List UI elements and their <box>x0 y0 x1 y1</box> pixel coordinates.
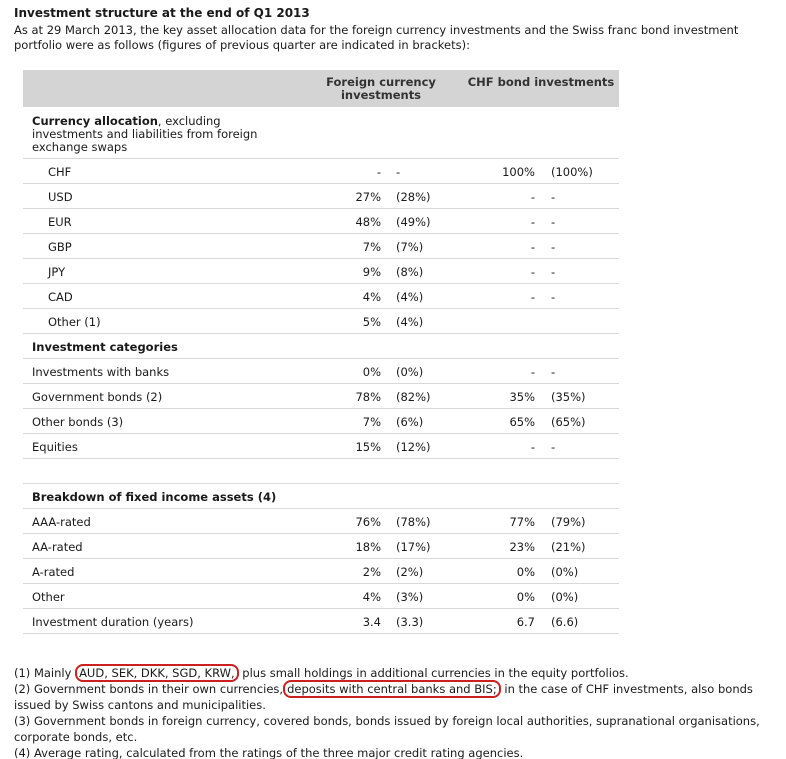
foreign-currency-value: 2% <box>362 565 381 579</box>
foreign-currency-value: 5% <box>362 315 381 329</box>
footnote-4: (4) Average rating, calculated from the ratings of the three major credit rating agencies. <box>14 746 524 759</box>
table-row <box>23 559 619 584</box>
foreign-currency-value: 3.4 <box>362 615 381 629</box>
foreign-currency-previous: (49%) <box>396 215 431 229</box>
footnote-1: (1) Mainly AUD, SEK, DKK, SGD, KRW, plus small holdings in additional currencies in the equity portfolios. <box>14 666 629 680</box>
chf-value: 65% <box>509 415 535 429</box>
foreign-currency-previous: (82%) <box>396 390 431 404</box>
foreign-currency-value: 4% <box>362 590 381 604</box>
chf-previous: (6.6) <box>551 615 579 629</box>
foreign-currency-value: 78% <box>355 390 381 404</box>
table-row <box>23 409 619 434</box>
foreign-currency-previous: - <box>396 165 401 179</box>
table-row <box>23 384 619 409</box>
table-row <box>23 584 619 609</box>
table-row <box>23 184 619 209</box>
chf-previous: - <box>551 440 556 454</box>
chf-previous: - <box>551 265 556 279</box>
chf-value: - <box>530 265 535 279</box>
foreign-currency-previous: (78%) <box>396 515 431 529</box>
currency-allocation-heading <box>23 107 619 159</box>
row-label: USD <box>48 190 73 204</box>
chf-value: 0% <box>516 565 535 579</box>
table-row <box>23 209 619 234</box>
foreign-currency-value: 9% <box>362 265 381 279</box>
column-header-chf-bonds: CHF bond investments <box>467 75 615 89</box>
chf-value: 6.7 <box>516 615 535 629</box>
foreign-currency-value: 0% <box>362 365 381 379</box>
chf-previous: (100%) <box>551 165 593 179</box>
footnote-3: (3) Government bonds in foreign currency, covered bonds, bonds issued by foreign local authorities, supranational organisations, corporate bonds, etc. <box>14 714 760 744</box>
foreign-currency-previous: (4%) <box>396 290 424 304</box>
allocation-table <box>23 70 619 634</box>
row-label: Other <box>32 590 65 604</box>
page-title: Investment structure at the end of Q1 2013 <box>14 6 310 20</box>
chf-value: 35% <box>509 390 535 404</box>
chf-value: - <box>530 365 535 379</box>
foreign-currency-previous: (6%) <box>396 415 424 429</box>
table-row <box>23 159 619 184</box>
table-header <box>23 70 619 107</box>
table-row <box>23 509 619 534</box>
foreign-currency-value: - <box>376 165 381 179</box>
row-label: CHF <box>48 165 72 179</box>
foreign-currency-previous: (3.3) <box>396 615 424 629</box>
table-row <box>23 234 619 259</box>
foreign-currency-previous: (2%) <box>396 565 424 579</box>
foreign-currency-value: 15% <box>355 440 381 454</box>
row-label: Equities <box>32 440 78 454</box>
foreign-currency-value: 27% <box>355 190 381 204</box>
intro-paragraph: As at 29 March 2013, the key asset allocation data for the foreign currency investments and the Swiss franc bond investment portfolio were as follows (figures of previous quarter are indicated in brackets): <box>14 23 739 52</box>
row-label: Other bonds (3) <box>32 415 124 429</box>
table-row <box>23 534 619 559</box>
row-label: AAA-rated <box>32 515 91 529</box>
chf-previous: (79%) <box>551 515 586 529</box>
foreign-currency-previous: (7%) <box>396 240 424 254</box>
chf-previous: - <box>551 190 556 204</box>
chf-value: 77% <box>509 515 535 529</box>
spacer-row <box>23 459 619 484</box>
footnotes <box>14 665 784 759</box>
foreign-currency-previous: (17%) <box>396 540 431 554</box>
row-label: EUR <box>48 215 72 229</box>
row-label: A-rated <box>32 565 75 579</box>
chf-previous: (65%) <box>551 415 586 429</box>
foreign-currency-value: 18% <box>355 540 381 554</box>
chf-value: - <box>530 190 535 204</box>
foreign-currency-previous: (0%) <box>396 365 424 379</box>
chf-previous: - <box>551 365 556 379</box>
currency-allocation-note: , excluding investments and liabilities from foreign exchange swaps <box>32 114 258 154</box>
row-label: Investments with banks <box>32 365 170 379</box>
foreign-currency-value: 4% <box>362 290 381 304</box>
row-label: Other (1) <box>48 315 101 329</box>
table-row <box>23 434 619 459</box>
row-label: GBP <box>48 240 72 254</box>
foreign-currency-previous: (3%) <box>396 590 424 604</box>
row-label: JPY <box>48 265 66 279</box>
chf-previous: - <box>551 215 556 229</box>
row-label: Government bonds (2) <box>32 390 163 404</box>
foreign-currency-previous: (8%) <box>396 265 424 279</box>
footnote-2: (2) Government bonds in their own currencies, deposits with central banks and BIS; in the case of CHF investments, also bonds issued by Swiss cantons and municipalities. <box>14 682 753 712</box>
foreign-currency-value: 7% <box>362 240 381 254</box>
chf-previous: (21%) <box>551 540 586 554</box>
table-row <box>23 359 619 384</box>
chf-value: - <box>530 440 535 454</box>
chf-value: 23% <box>509 540 535 554</box>
chf-previous: - <box>551 290 556 304</box>
column-header-foreign-currency: Foreign currency investments <box>326 75 436 102</box>
highlight-deposits: deposits with central banks and BIS; <box>283 680 501 698</box>
breakdown-heading: Breakdown of fixed income assets (4) <box>23 484 619 509</box>
foreign-currency-previous: (28%) <box>396 190 431 204</box>
foreign-currency-value: 76% <box>355 515 381 529</box>
highlight-currencies: AUD, SEK, DKK, SGD, KRW, <box>75 664 239 682</box>
currency-allocation-title: Currency allocation <box>32 114 158 128</box>
chf-value: - <box>530 215 535 229</box>
chf-previous: (35%) <box>551 390 586 404</box>
chf-previous: - <box>551 240 556 254</box>
table-row <box>23 259 619 284</box>
investment-categories-heading: Investment categories <box>23 334 619 359</box>
chf-value: - <box>530 240 535 254</box>
foreign-currency-value: 48% <box>355 215 381 229</box>
chf-value: - <box>530 290 535 304</box>
foreign-currency-previous: (4%) <box>396 315 424 329</box>
chf-previous: (0%) <box>551 590 579 604</box>
row-label: CAD <box>48 290 73 304</box>
row-label: Investment duration (years) <box>32 615 194 629</box>
chf-value: 0% <box>516 590 535 604</box>
table-row <box>23 284 619 309</box>
chf-value: 100% <box>502 165 535 179</box>
row-label: AA-rated <box>32 540 83 554</box>
table-row <box>23 309 619 334</box>
foreign-currency-value: 7% <box>362 415 381 429</box>
foreign-currency-previous: (12%) <box>396 440 431 454</box>
chf-previous: (0%) <box>551 565 579 579</box>
table-row <box>23 609 619 634</box>
